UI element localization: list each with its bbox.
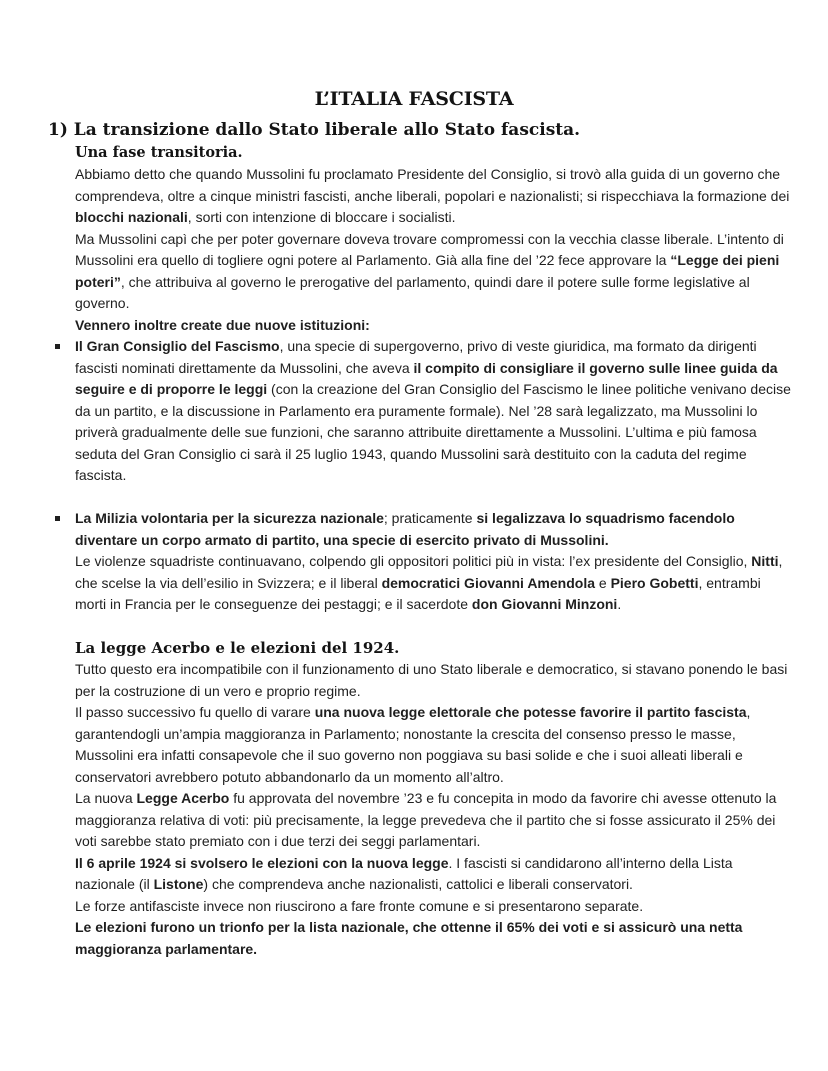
text-run: Le forze antifasciste invece non riuscirono a fare fronte comune e si presentarono separate. xyxy=(75,897,644,914)
paragraph xyxy=(75,659,792,702)
text-run: e xyxy=(595,574,611,591)
text-run: fu approvata del novembre ’23 e fu concepita in modo da favorire chi avesse ottenuto la maggioranza relativa di voti: più precisamente, la legge prevedeva che il partito che si fosse assicurato il 25% dei voti sarebbe stato premiato con i due terzi dei seggi parlamentari. xyxy=(75,790,777,849)
bold-text-run: La Milizia volontaria per la sicurezza nazionale xyxy=(75,510,384,526)
text-run: . xyxy=(617,596,622,612)
paragraph xyxy=(75,702,792,788)
text-run: , garantendogli un’ampia maggioranza in Parlamento; nonostante la crescita del consenso presso le masse, Mussolini era infatti consapevole che il suo governo non poggiava su basi solide e che i suoi alleati liberali e conservatori avrebbero potuto abbandonarlo da un momento all’altro. xyxy=(75,704,751,785)
text-run: Il passo successivo fu quello di varare xyxy=(75,704,315,720)
bold-text-run: si legalizzava lo squadrismo facendolo diventare un corpo armato di partito, una specie di esercito privato di Mussolini. xyxy=(75,510,735,548)
bold-text-run: il compito di consigliare il governo sulle linee guida da seguire e di proporre le leggi xyxy=(75,359,778,397)
spacer xyxy=(75,487,792,509)
bullet-text xyxy=(75,338,791,483)
bold-text-run: 1) La transizione dallo Stato liberale allo Stato fascista. xyxy=(48,120,581,140)
section-heading xyxy=(48,118,792,142)
bold-text-run: blocchi nazionali xyxy=(75,209,188,225)
section-heading xyxy=(75,637,792,659)
spacer xyxy=(75,616,792,638)
bold-text-run: Legge Acerbo xyxy=(136,790,230,806)
bold-text-run: Il 6 aprile 1924 si svolsero le elezioni con la nuova legge xyxy=(75,854,449,871)
bullet-item xyxy=(75,508,792,616)
bullet-text xyxy=(75,510,782,612)
bullet-square-icon xyxy=(55,516,60,521)
text-run: (con la creazione del Gran Consiglio del Fascismo le linee politiche venivano decise da un partito, e la discussione in Parlamento era puramente formale). Nel ’28 sarà legalizzato, ma Mussolini lo priverà gradualmente delle sue funzioni, che saranno attribuite direttamente a Mussolini. L’ultima e più famosa seduta del Gran Consiglio ci sarà il 25 luglio 1943, quando Mussolini sarà destituito con la caduta del regime fascista. xyxy=(75,381,791,483)
bold-text-run: Vennero inoltre create due nuove istituzioni: xyxy=(75,316,370,333)
paragraph xyxy=(75,896,792,918)
paragraph xyxy=(75,315,792,337)
text-run: ; praticamente xyxy=(383,510,477,526)
bold-text-run: don Giovanni Minzoni xyxy=(471,596,618,612)
text-run: , che scelse la via dell’esilio in Svizzera; e il liberal xyxy=(75,553,783,591)
bullet-square-icon xyxy=(55,344,60,349)
bullet-item xyxy=(75,336,792,487)
bold-text-run: Nitti xyxy=(751,553,779,569)
text-run: , che attribuiva al governo le prerogative del parlamento, quindi dare il potere sulle forme legislative al governo. xyxy=(75,273,750,311)
text-run: Le violenze squadriste continuavano, colpendo gli oppositori politici più in vista: l’ex presidente del Consiglio, xyxy=(75,553,752,569)
bold-text-run: Una fase transitoria. xyxy=(75,144,243,161)
bold-text-run: Il Gran Consiglio del Fascismo xyxy=(75,338,280,354)
text-run: , entrambi morti in Francia per le conseguenze dei pestaggi; e il sacerdote xyxy=(75,574,761,612)
text-run: . I fascisti si candidarono all’interno della Lista nazionale (il xyxy=(75,854,733,892)
document-body xyxy=(48,118,792,960)
bold-text-run: “Legge dei pieni poteri” xyxy=(75,252,780,290)
bold-text-run: democratici Giovanni Amendola xyxy=(381,574,595,591)
text-run: ) che comprendeva anche nazionalisti, cattolici e liberali conservatori. xyxy=(203,876,633,892)
bold-text-run: Piero Gobetti xyxy=(610,574,699,591)
bold-text-run: Le elezioni furono un trionfo per la lista nazionale, che ottenne il 65% dei voti e si assicurò una netta maggioranza parlamentare. xyxy=(75,919,743,957)
paragraph xyxy=(75,917,792,960)
paragraph xyxy=(75,164,792,229)
paragraph xyxy=(75,229,792,315)
paragraph xyxy=(75,788,792,853)
text-run: La nuova xyxy=(75,790,137,806)
sub-heading xyxy=(75,142,792,164)
text-run: , una specie di supergoverno, privo di veste giuridica, ma formato da dirigenti fascisti nominati direttamente da Mussolini, che aveva xyxy=(75,338,757,376)
bold-text-run: Listone xyxy=(153,876,204,892)
bold-text-run: La legge Acerbo e le elezioni del 1924. xyxy=(75,639,400,657)
text-run: Abbiamo detto che quando Mussolini fu proclamato Presidente del Consiglio, si trovò alla guida di un governo che comprendeva, oltre a cinque ministri fascisti, anche liberali, popolari e nazionalisti; si rispecchiava la formazione dei xyxy=(75,166,790,204)
bold-text-run: una nuova legge elettorale che potesse favorire il partito fascista xyxy=(314,704,747,720)
document-title: L’ITALIA FASCISTA xyxy=(314,88,514,110)
paragraph xyxy=(75,853,792,896)
text-run: Ma Mussolini capì che per poter governare doveva trovare compromessi con la vecchia classe liberale. L’intento di Mussolini era quello di togliere ogni potere al Parlamento. Già alla fine del ’22 fece approvare la xyxy=(75,230,784,268)
text-run: , sorti con intenzione di bloccare i socialisti. xyxy=(187,209,456,225)
text-run: Tutto questo era incompatibile con il funzionamento di uno Stato liberale e democratico, si stavano ponendo le basi per la costruzione di un vero e proprio regime. xyxy=(75,661,788,699)
